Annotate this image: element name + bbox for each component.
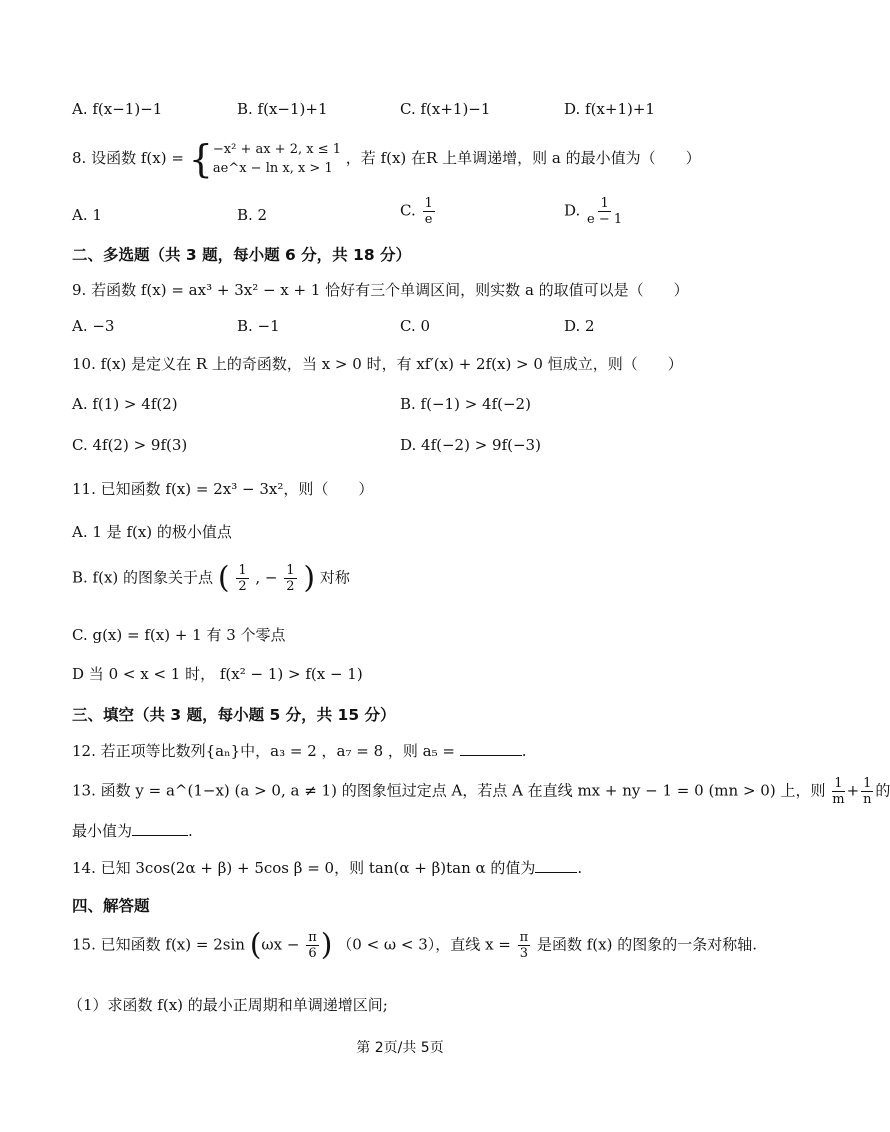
fraction-denominator: n — [863, 792, 872, 807]
answer-blank[interactable] — [535, 872, 577, 873]
q13-line-2 — [72, 820, 193, 841]
fraction-denominator: e — [424, 212, 433, 227]
fraction-numerator: π — [519, 930, 529, 945]
question-13 — [72, 776, 890, 807]
right-paren: ) — [303, 560, 316, 596]
q15-fraction-1 — [306, 930, 319, 961]
q11-separator: , − — [255, 568, 278, 587]
q15-inner: ωx − — [261, 935, 300, 954]
q13-end: . — [188, 822, 193, 840]
q7-option-b: B. f(x−1)+1 — [237, 100, 328, 118]
fraction-numerator: 1 — [834, 776, 843, 791]
left-paren: ( — [217, 560, 230, 596]
q8-option-d-label: D. — [564, 201, 581, 220]
fraction-numerator: 1 — [863, 776, 872, 791]
question-11: 11. 已知函数 f(x) = 2x³ − 3x²，则（ ） — [72, 480, 374, 498]
q15-prefix: 15. 已知函数 f(x) = 2sin — [72, 935, 245, 954]
q11-option-b-prefix: B. f(x) 的图象关于点 — [72, 568, 214, 587]
question-8 — [72, 137, 701, 181]
q9-option-b: B. −1 — [237, 317, 280, 335]
fraction-numerator: 1 — [238, 563, 247, 578]
q7-option-a: A. f(x−1)−1 — [72, 100, 163, 118]
fraction-numerator: 1 — [424, 196, 433, 211]
q11-option-c: C. g(x) = f(x) + 1 有 3 个零点 — [72, 626, 286, 644]
q13-fraction-2 — [861, 776, 873, 807]
q11-fraction-1 — [236, 563, 248, 594]
fraction-denominator: m — [832, 792, 845, 807]
q13-text: 13. 函数 y = a^(1−x) (a > 0, a ≠ 1) 的图象恒过定点 A，若点 A 在直线 mx + ny − 1 = 0 (mn > 0) 上，则 — [72, 781, 826, 800]
q8-suffix: ，若 f(x) 在R 上单调递增，则 a 的最小值为（ ） — [345, 149, 701, 167]
question-14 — [72, 857, 582, 878]
q12-end: . — [521, 742, 527, 760]
q8-option-c — [400, 196, 437, 227]
q13-line2-text: 最小值为 — [72, 822, 133, 840]
q7-option-d: D. f(x+1)+1 — [564, 100, 655, 118]
right-paren: ) — [320, 927, 333, 963]
q8-case-1: −x² + ax + 2, x ≤ 1 — [212, 142, 342, 157]
q13-fraction-1 — [832, 776, 844, 807]
q10-option-b: B. f(−1) > 4f(−2) — [400, 395, 531, 413]
q11-option-a: A. 1 是 f(x) 的极小值点 — [72, 523, 232, 541]
q11-fraction-2 — [284, 563, 296, 594]
q8-option-a: A. 1 — [72, 206, 102, 224]
q11-option-b-suffix: 对称 — [319, 568, 350, 587]
fraction-denominator: 6 — [308, 946, 317, 961]
q14-text: 14. 已知 3cos(2α + β) + 5cos β = 0，则 tan(α + β)tan α 的值为 — [72, 859, 536, 877]
fraction-denominator: 2 — [286, 579, 295, 594]
q13-plus: + — [846, 781, 860, 800]
q8-option-c-fraction — [423, 196, 435, 227]
question-15 — [72, 927, 758, 963]
q8-option-d — [564, 196, 624, 227]
q15-mid: （0 < ω < 3），直线 x = — [337, 935, 511, 954]
left-paren: ( — [249, 927, 262, 963]
q10-option-a: A. f(1) > 4f(2) — [72, 395, 178, 413]
q8-option-d-fraction — [587, 196, 622, 227]
q9-option-d: D. 2 — [564, 317, 595, 335]
section-2-title: 二、多选题（共 3 题，每小题 6 分，共 18 分） — [72, 246, 412, 264]
question-12 — [72, 740, 527, 761]
q11-option-b — [72, 560, 350, 596]
q15-suffix: 是函数 f(x) 的图象的一条对称轴. — [536, 935, 758, 954]
q12-text: 12. 若正项等比数列{aₙ}中，a₃ = 2 ，a₇ = 8 ，则 a₅ = — [72, 742, 455, 760]
answer-blank[interactable] — [132, 835, 188, 836]
q15-fraction-2 — [518, 930, 531, 961]
question-9: 9. 若函数 f(x) = ax³ + 3x² − x + 1 恰好有三个单调区间，则实数 a 的取值可以是（ ） — [72, 281, 689, 299]
left-brace: { — [188, 137, 213, 181]
q10-option-d: D. 4f(−2) > 9f(−3) — [400, 436, 541, 454]
fraction-denominator: 3 — [519, 946, 529, 961]
q13-tail: 的 — [875, 781, 890, 800]
fraction-denominator: e − 1 — [587, 212, 623, 227]
q8-option-c-label: C. — [400, 201, 416, 220]
q9-option-a: A. −3 — [72, 317, 115, 335]
section-3-title: 三、填空（共 3 题，每小题 5 分，共 15 分） — [72, 706, 396, 724]
page-number: 第 2页/共 5页 — [356, 1040, 444, 1056]
fraction-numerator: π — [308, 930, 317, 945]
q8-case-2: ae^x − ln x, x > 1 — [212, 161, 333, 176]
q15-part-1: （1）求函数 f(x) 的最小正周期和单调递增区间; — [68, 996, 388, 1014]
q14-end: . — [577, 859, 583, 877]
section-4-title: 四、解答题 — [72, 897, 150, 915]
q8-prefix: 8. 设函数 f(x) = — [72, 149, 184, 167]
q8-piecewise — [188, 137, 342, 181]
answer-blank[interactable] — [460, 755, 522, 756]
q10-option-c: C. 4f(2) > 9f(3) — [72, 436, 188, 454]
fraction-numerator: 1 — [286, 563, 295, 578]
question-10: 10. f(x) 是定义在 R 上的奇函数，当 x > 0 时，有 xf′(x) + 2f(x) > 0 恒成立，则（ ） — [72, 355, 683, 373]
q11-option-d: D 当 0 < x < 1 时， f(x² − 1) > f(x − 1) — [72, 665, 363, 683]
q7-option-c: C. f(x+1)−1 — [400, 100, 491, 118]
fraction-denominator: 2 — [238, 579, 247, 594]
q9-option-c: C. 0 — [400, 317, 431, 335]
fraction-numerator: 1 — [600, 196, 609, 211]
q8-option-b: B. 2 — [237, 206, 268, 224]
